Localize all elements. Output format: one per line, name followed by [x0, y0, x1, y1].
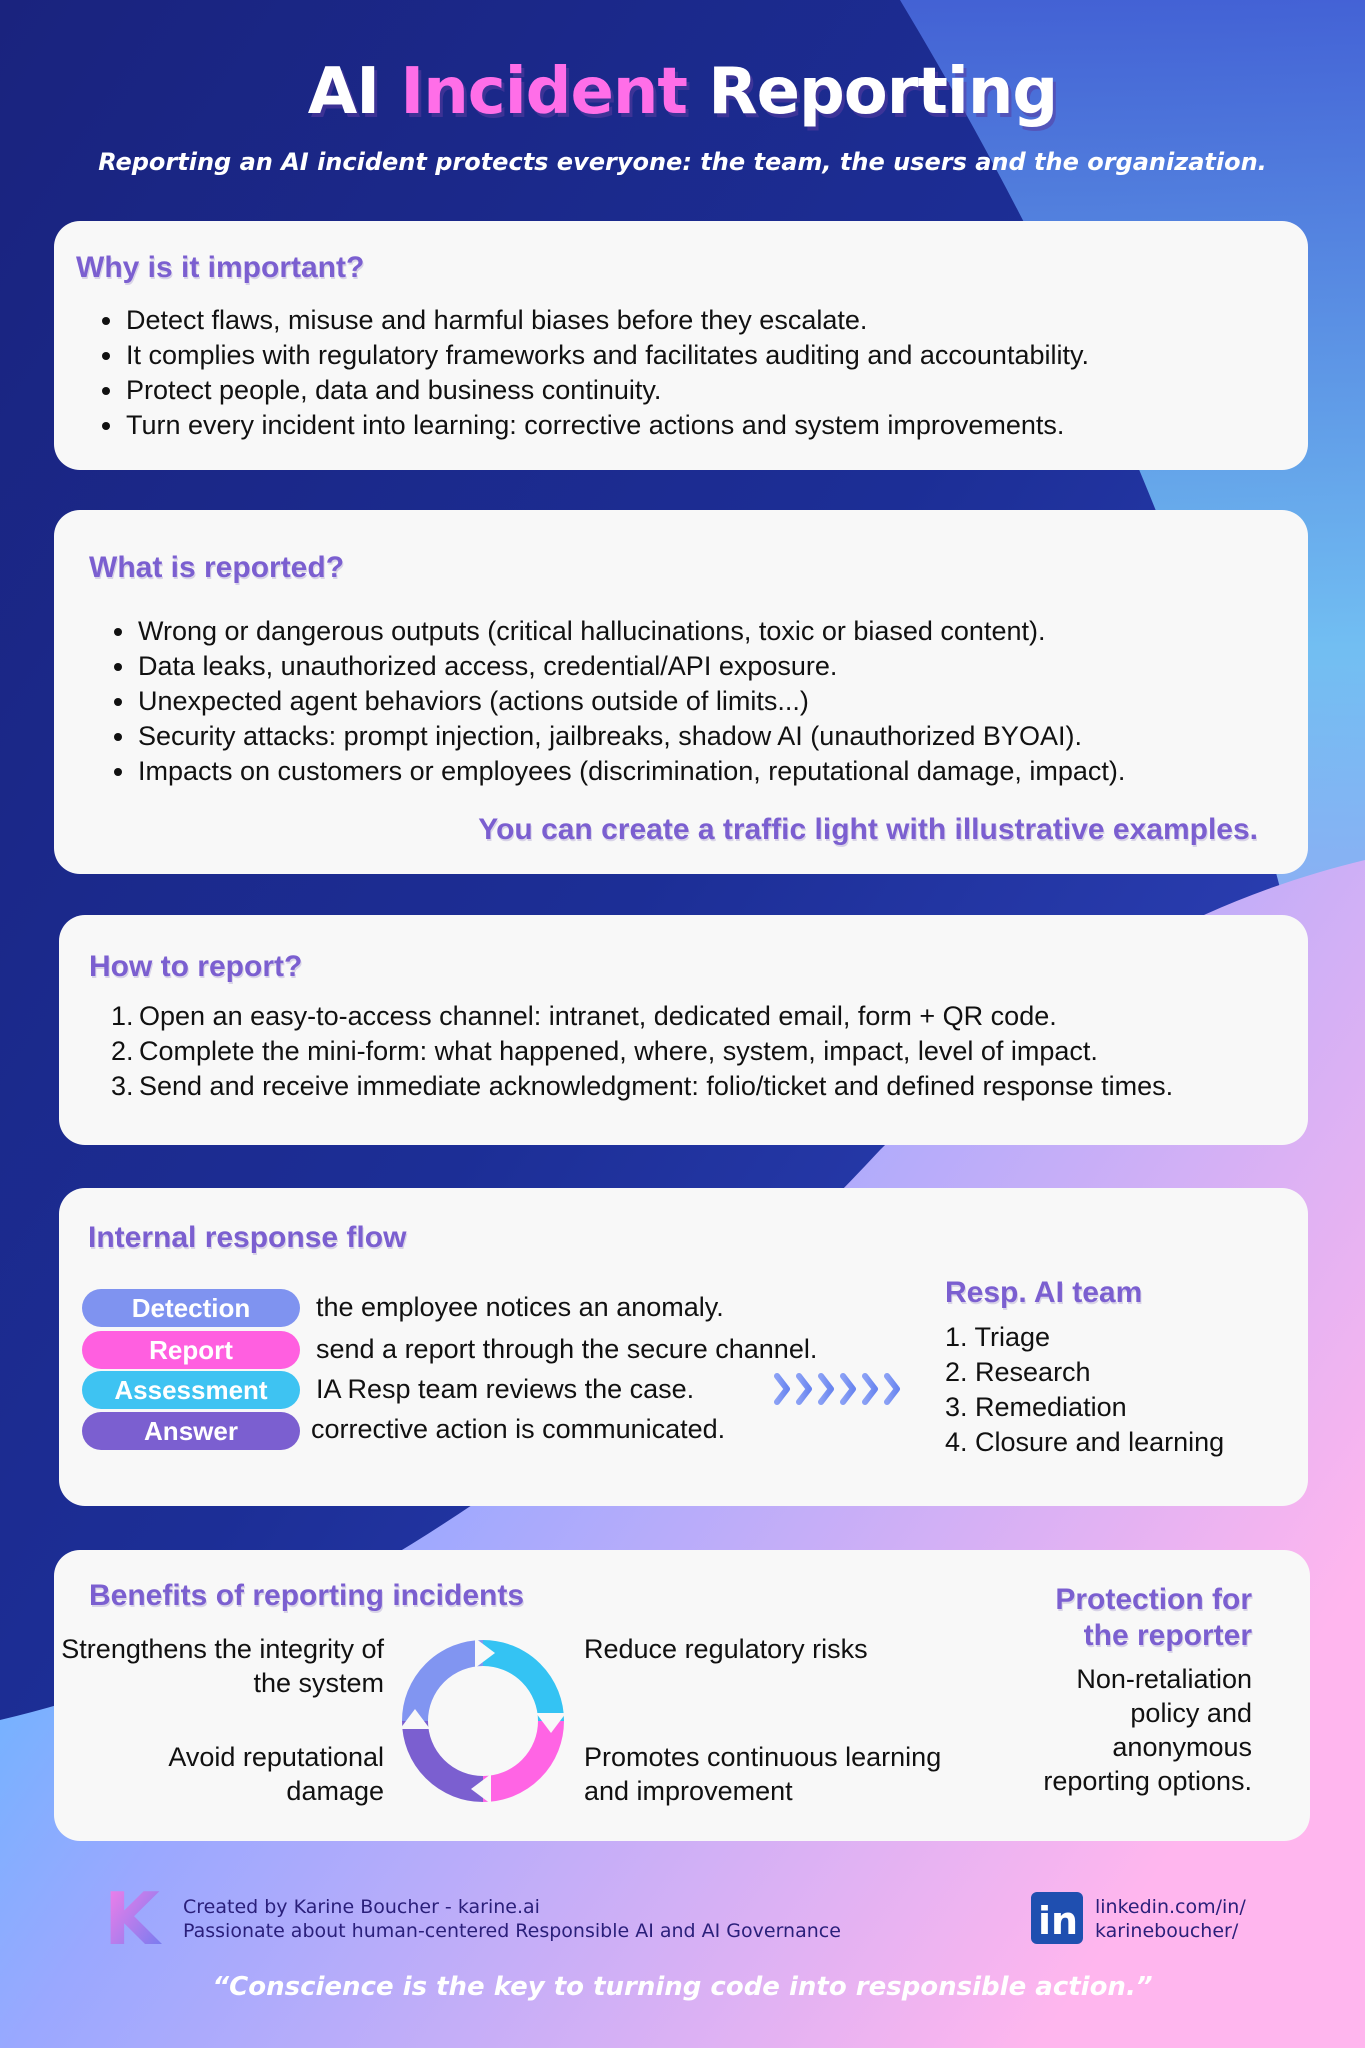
benefit-learning: Promotes continuous learning and improvement — [584, 1742, 942, 1806]
how-item-number: 1. — [111, 1001, 134, 1031]
logo-letter: K — [104, 1880, 160, 1952]
benefit-regulatory: Reduce regulatory risks — [584, 1634, 868, 1664]
linkedin-line: karineboucher/ — [1095, 1920, 1239, 1942]
how-title: How to report? — [89, 950, 303, 983]
flow-step-text: the employee notices an anomaly. — [316, 1292, 724, 1322]
how-item-number: 2. — [111, 1036, 134, 1066]
footer-quote: “Conscience is the key to turning code into responsible action.” — [212, 1972, 1153, 2002]
chevrons-arrow-icon — [771, 1370, 913, 1408]
pill-detection: Detection — [82, 1289, 300, 1327]
how-item — [111, 1069, 1173, 1104]
linkedin-icon-text: in — [1038, 1899, 1079, 1943]
resp-team-item: 1. Triage — [945, 1322, 1051, 1352]
karine-logo — [100, 1880, 170, 1952]
protection-line: Non-retaliation — [1076, 1664, 1252, 1694]
how-card — [59, 915, 1308, 1145]
resp-team-item: 4. Closure and learning — [945, 1427, 1225, 1457]
title-part-1: AI — [307, 55, 380, 129]
resp-team-title: Resp. AI team — [945, 1276, 1143, 1309]
why-item: Detect flaws, misuse and harmful biases before they escalate. — [96, 303, 1089, 338]
why-list — [96, 303, 1089, 443]
flow-step-text: send a report through the secure channel. — [316, 1334, 818, 1364]
resp-team-item: 3. Remediation — [945, 1392, 1127, 1422]
how-list — [111, 999, 1173, 1104]
flow-step-text: IA Resp team reviews the case. — [316, 1374, 695, 1404]
what-item: Security attacks: prompt injection, jailbreaks, shadow AI (unauthorized BYOAI). — [108, 719, 1125, 754]
benefits-card — [54, 1550, 1310, 1841]
protection-title-line: Protection for — [1055, 1583, 1252, 1616]
traffic-light-note: You can create a traffic light with illustrative examples. — [478, 813, 1258, 846]
benefit-reputational: Avoid reputational damage — [168, 1742, 384, 1806]
what-card — [54, 510, 1308, 874]
benefits-title: Benefits of reporting incidents — [89, 1579, 525, 1612]
what-item: Data leaks, unauthorized access, credential/API exposure. — [108, 649, 1125, 684]
protection-title — [1055, 1582, 1252, 1654]
why-card — [54, 221, 1308, 470]
flow-step-text: corrective action is communicated. — [311, 1414, 726, 1444]
resp-team-list — [945, 1320, 1224, 1460]
linkedin-line: linkedin.com/in/ — [1095, 1896, 1246, 1918]
how-item-text: Complete the mini-form: what happened, where, system, impact, level of impact. — [139, 1036, 1098, 1066]
what-title: What is reported? — [89, 551, 345, 584]
footer-credits — [183, 1895, 841, 1943]
how-item-text: Send and receive immediate acknowledgment: folio/ticket and defined response times. — [139, 1071, 1174, 1101]
how-item-text: Open an easy-to-access channel: intranet, dedicated email, form + QR code. — [139, 1001, 1057, 1031]
protection-line: policy and — [1130, 1698, 1252, 1728]
protection-line: reporting options. — [1043, 1766, 1252, 1796]
how-item — [111, 1034, 1173, 1069]
protection-title-line: the reporter — [1083, 1619, 1252, 1652]
title-accent: Incident — [400, 55, 688, 129]
subtitle: Reporting an AI incident protects everyone: the team, the users and the organization. — [98, 148, 1267, 176]
pill-assessment: Assessment — [82, 1371, 300, 1409]
why-item: It complies with regulatory frameworks and facilitates auditing and accountability. — [96, 338, 1089, 373]
why-title: Why is it important? — [76, 251, 365, 284]
page-title — [0, 55, 1365, 129]
flow-card — [59, 1188, 1308, 1506]
cycle-ring-icon — [397, 1635, 569, 1807]
linkedin-icon[interactable] — [1031, 1892, 1083, 1944]
why-item: Protect people, data and business continuity. — [96, 373, 1089, 408]
pill-report: Report — [82, 1331, 300, 1369]
what-item: Wrong or dangerous outputs (critical hallucinations, toxic or biased content). — [108, 614, 1125, 649]
linkedin-link[interactable] — [1095, 1895, 1246, 1943]
benefit-integrity: Strengthens the integrity of the system — [61, 1634, 384, 1698]
resp-team-item: 2. Research — [945, 1357, 1091, 1387]
what-list — [108, 614, 1125, 789]
how-item — [111, 999, 1173, 1034]
what-item: Impacts on customers or employees (discrimination, reputational damage, impact). — [108, 754, 1125, 789]
protection-text — [1043, 1662, 1252, 1798]
tagline: Passionate about human-centered Responsible AI and AI Governance — [183, 1920, 841, 1942]
why-item: Turn every incident into learning: corrective actions and system improvements. — [96, 408, 1089, 443]
how-item-number: 3. — [111, 1071, 134, 1101]
created-by: Created by Karine Boucher - karine.ai — [183, 1896, 540, 1918]
what-item: Unexpected agent behaviors (actions outside of limits...) — [108, 684, 1125, 719]
pill-answer: Answer — [82, 1412, 300, 1450]
flow-title: Internal response flow — [88, 1221, 407, 1254]
protection-line: anonymous — [1112, 1732, 1252, 1762]
title-part-2: Reporting — [708, 55, 1058, 129]
